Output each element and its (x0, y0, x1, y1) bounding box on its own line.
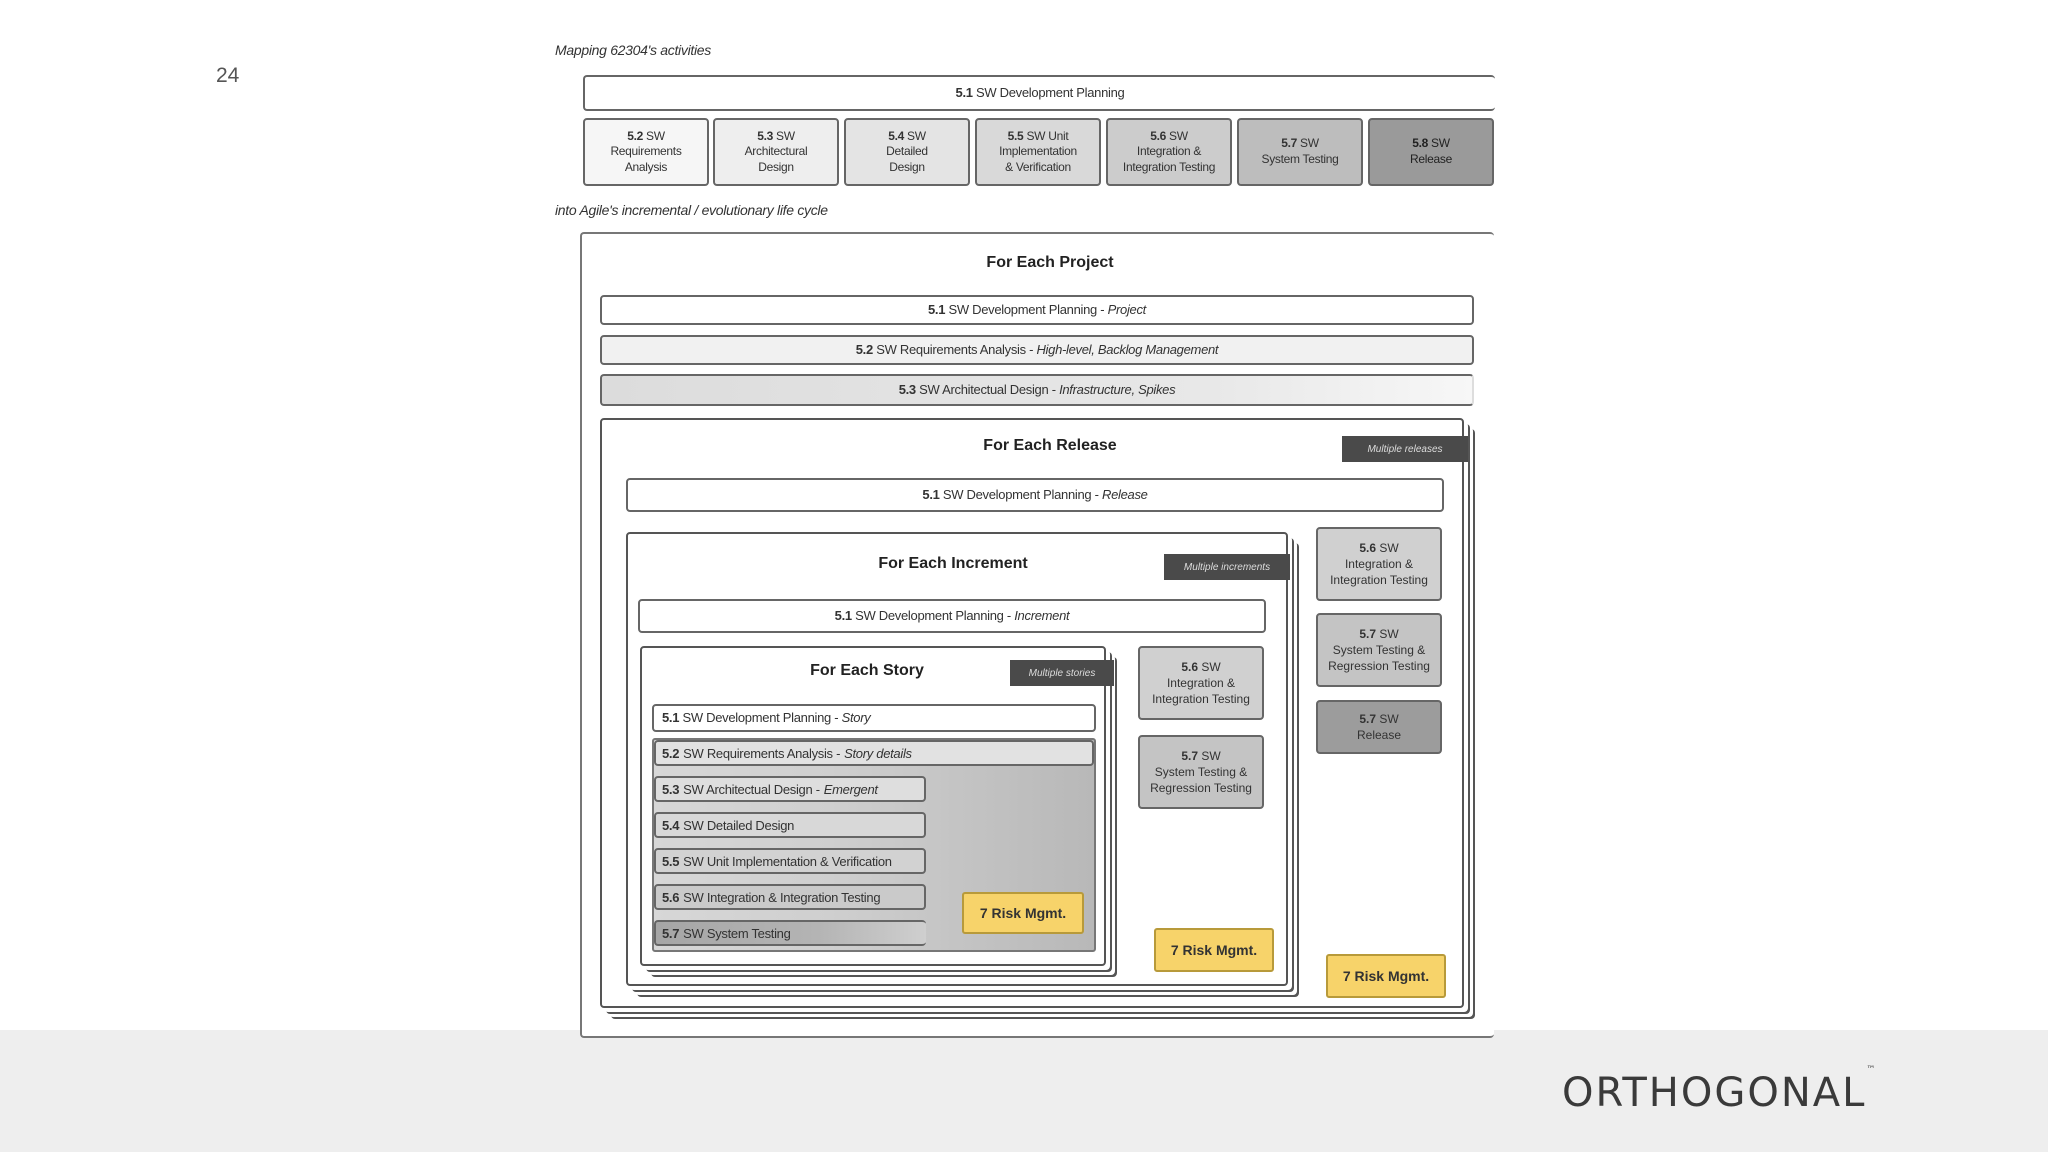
row-label: SW Integration & Integration Testing (683, 889, 881, 905)
logo-trademark: ™ (1866, 1064, 1878, 1075)
row-num: 5.5 (662, 853, 680, 869)
increment-tag: Multiple increments (1164, 554, 1290, 580)
row-label: SW System Testing (683, 925, 791, 941)
side-line: Integration Testing (1330, 573, 1428, 588)
phase-line: Detailed (886, 144, 928, 159)
phase-line: Architectural (744, 144, 808, 159)
release-title: For Each Release (983, 437, 1117, 454)
row-label: SW Unit Implementation & Verification (683, 853, 892, 869)
phase-line: SW (907, 128, 926, 143)
row-num: 5.3 (898, 381, 916, 397)
row-num: 5.4 (662, 817, 680, 833)
row-italic: Emergent (823, 781, 878, 797)
row-label: SW Development Planning - (682, 709, 842, 725)
side-line: SW (1379, 540, 1399, 555)
row-italic: Infrastructure, Spikes (1059, 381, 1176, 397)
phase-line: SW (1169, 128, 1188, 143)
release-side-box (1316, 700, 1442, 754)
row-num: 5.2 (662, 745, 680, 761)
row-num: 5.1 (922, 486, 940, 502)
story-title: For Each Story (810, 662, 924, 679)
story-row (654, 812, 926, 838)
phase-line: SW (1431, 136, 1450, 151)
side-line: System Testing & (1154, 764, 1248, 779)
row-label: SW Development Planning - (948, 301, 1108, 317)
project-row (600, 335, 1474, 365)
release-side-box (1316, 527, 1442, 601)
side-line: SW (1201, 659, 1221, 674)
phase-num: 5.2 (627, 128, 643, 143)
side-num: 5.7 (1181, 748, 1198, 763)
row-label: SW Development Planning - (942, 486, 1102, 502)
increment-side-box (1138, 735, 1264, 809)
side-line: SW (1379, 626, 1399, 641)
row-italic: Story (841, 709, 871, 725)
phase-box (583, 118, 709, 186)
phase-num: 5.8 (1412, 136, 1428, 151)
increment-risk-box: 7 Risk Mgmt. (1154, 928, 1274, 972)
release-tag: Multiple releases (1342, 436, 1468, 462)
release-side-box (1316, 613, 1442, 687)
phase-box (1106, 118, 1232, 186)
phase-line: SW (1300, 136, 1319, 151)
row-label: SW Architectual Design - (919, 381, 1060, 397)
project-row (600, 374, 1474, 406)
side-line: System Testing & (1332, 642, 1426, 657)
row-num: 5.7 (662, 925, 680, 941)
phase-num: 5.7 (1281, 136, 1297, 151)
row-label: SW Development Planning - (855, 607, 1015, 623)
row-italic: Project (1107, 301, 1146, 317)
story-row (654, 884, 926, 910)
row-label: SW Architectual Design - (683, 781, 820, 797)
top-planning-label: SW Development Planning (976, 84, 1125, 100)
side-line: Regression Testing (1150, 781, 1252, 796)
phase-line: & Verification (1005, 159, 1071, 174)
side-line: SW (1379, 711, 1399, 726)
release-planning (626, 478, 1444, 512)
orthogonal-logo (1562, 1064, 1878, 1116)
row-num: 5.6 (662, 889, 680, 905)
row-italic: High-level, Backlog Management (1036, 341, 1219, 357)
story-row (654, 740, 1094, 766)
phase-line: Requirements (610, 144, 682, 159)
story-row (652, 704, 1096, 732)
top-planning-box (583, 75, 1495, 111)
phase-box (844, 118, 970, 186)
phase-line: Design (889, 159, 925, 174)
side-num: 5.7 (1359, 626, 1376, 641)
phase-box (713, 118, 839, 186)
row-num: 5.1 (662, 709, 680, 725)
side-line: Release (1356, 728, 1402, 742)
phase-line: Implementation (999, 144, 1077, 159)
caption-agile: into Agile's incremental / evolutionary life cycle (555, 202, 828, 218)
row-num: 5.1 (928, 301, 946, 317)
row-italic: Story details (844, 745, 912, 761)
phase-box (975, 118, 1101, 186)
story-row (654, 920, 926, 946)
story-tag: Multiple stories (1010, 660, 1114, 686)
phase-box (1368, 118, 1494, 186)
phase-box (1237, 118, 1363, 186)
side-line: Integration & (1344, 556, 1414, 571)
phase-line: Integration & (1136, 144, 1202, 159)
phase-num: 5.3 (757, 128, 773, 143)
phase-num: 5.5 (1007, 128, 1024, 143)
phase-line: SW (646, 128, 665, 143)
phase-line: Design (758, 159, 794, 174)
phase-line: SW (776, 128, 795, 143)
side-line: SW (1201, 748, 1221, 763)
phase-line: Integration Testing (1122, 159, 1216, 174)
phase-line: SW Unit (1026, 128, 1069, 143)
row-num: 5.3 (662, 781, 680, 797)
phase-num: 5.4 (888, 128, 904, 143)
increment-planning (638, 599, 1266, 633)
phase-line: Analysis (624, 159, 668, 174)
increment-title: For Each Increment (878, 555, 1028, 572)
top-planning-num: 5.1 (955, 84, 973, 100)
story-row (654, 776, 926, 802)
row-num: 5.2 (855, 341, 873, 357)
caption-mapping: Mapping 62304's activities (555, 42, 711, 58)
slide-number: 24 (216, 64, 240, 87)
side-num: 5.6 (1181, 659, 1198, 674)
logo-text: ORTHOGONAL (1562, 1070, 1867, 1116)
side-num: 5.7 (1359, 711, 1376, 726)
story-risk-box: 7 Risk Mgmt. (962, 892, 1084, 934)
row-label: SW Requirements Analysis - (876, 341, 1037, 357)
row-num: 5.1 (834, 607, 852, 623)
side-num: 5.6 (1359, 540, 1376, 555)
increment-side-box (1138, 646, 1264, 720)
row-label: SW Detailed Design (683, 817, 795, 833)
phase-line: Release (1410, 152, 1452, 166)
side-line: Integration Testing (1152, 692, 1250, 707)
side-line: Integration & (1166, 675, 1236, 690)
row-label: SW Requirements Analysis - (683, 745, 841, 761)
phase-line: System Testing (1261, 152, 1339, 166)
row-italic: Increment (1014, 607, 1070, 623)
project-row (600, 295, 1474, 325)
story-row (654, 848, 926, 874)
phase-num: 5.6 (1150, 128, 1166, 143)
side-line: Regression Testing (1328, 659, 1430, 674)
project-title: For Each Project (986, 254, 1114, 271)
release-risk-box: 7 Risk Mgmt. (1326, 954, 1446, 998)
row-italic: Release (1102, 486, 1148, 502)
